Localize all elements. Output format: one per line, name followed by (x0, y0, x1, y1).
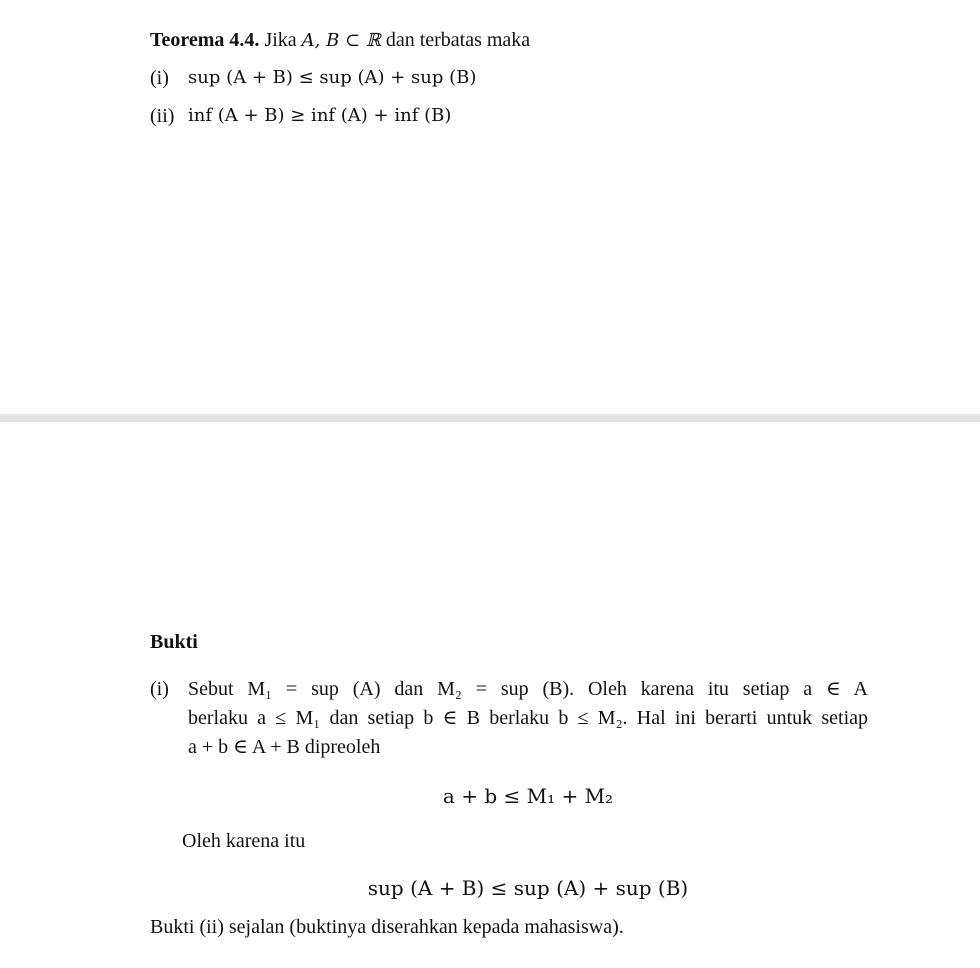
theorem-statement (150, 27, 530, 54)
document-page-1 (0, 0, 980, 414)
theorem-item-ii-formula: inf (A + B) ≥ inf (A) + inf (B) (188, 105, 452, 126)
proof-line-1: Sebut M₁ = sup (A) dan M₂ = sup (B). Oleh karena itu setiap a ∈ A (188, 678, 868, 700)
proof-conclusion-intro: Oleh karena itu (182, 830, 306, 852)
theorem-item-i-formula: sup (A + B) ≤ sup (A) + sup (B) (188, 67, 477, 88)
proof-heading (150, 629, 198, 655)
page-separator (0, 414, 980, 422)
theorem-intro-text: Jika (259, 29, 302, 51)
theorem-item-label-ii: (ii) (150, 105, 175, 127)
theorem-item-label-i: (i) (150, 67, 169, 89)
theorem-intro-text-2: dan terbatas maka (380, 29, 531, 51)
proof-equation-1: a + b ≤ M₁ + M₂ (442, 784, 614, 808)
theorem-intro-math: A, B ⊂ ℝ (301, 30, 381, 51)
proof-heading-text: Bukti (150, 631, 198, 653)
proof-line-3: a + b ∈ A + B dipreoleh (188, 736, 381, 758)
proof-equation-2: sup (A + B) ≤ sup (A) + sup (B) (367, 876, 689, 900)
proof-closing-note: Bukti (ii) sejalan (buktinya diserahkan kepada mahasiswa). (150, 916, 624, 938)
proof-part-label-i: (i) (150, 678, 169, 700)
proof-line-2: berlaku a ≤ M₁ dan setiap b ∈ B berlaku b ≤ M₂. Hal ini berarti untuk setiap (188, 707, 868, 729)
theorem-heading: Teorema 4.4. (150, 29, 260, 51)
